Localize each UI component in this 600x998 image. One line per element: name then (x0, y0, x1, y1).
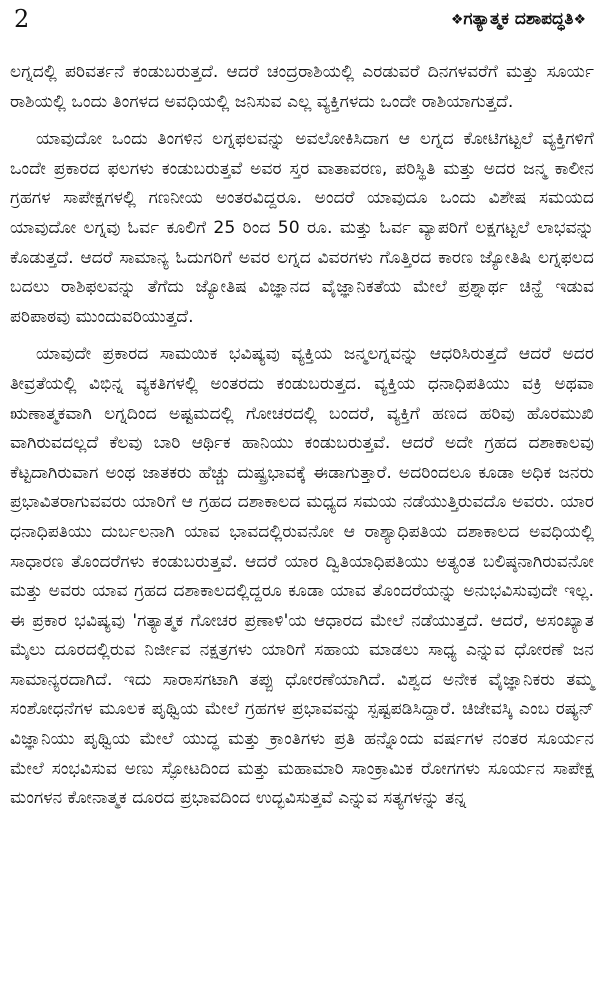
paragraph-1: ಲಗ್ನದಲ್ಲಿ ಪರಿವರ್ತನೆ ಕಂಡುಬರುತ್ತದೆ. ಆದರೆ ಚಂದ್ರರಾಶಿಯಲ್ಲಿ ಎರಡುವರೆ ದಿನಗಳವರೆಗೆ ಮತ್ತು ಸೂರ್ಯ ರಾಶಿಯಲ್ಲಿ ಒಂದು ತಿಂಗಳದ ಅವಧಿಯಲ್ಲಿ ಜನಿಸುವ ಎಲ್ಲ ವ್ಯಕ್ತಿಗಳದು ಒಂದೇ ರಾಶಿಯಾಗುತ್ತದೆ. (10, 62, 594, 112)
page-number: 2 (14, 5, 30, 33)
ornament-right-icon: ❖ (573, 12, 586, 28)
paragraph-3: ಯಾವುದೇ ಪ್ರಕಾರದ ಸಾಮಯಿಕ ಭವಿಷ್ಯವು ವ್ಯಕ್ತಿಯ ಜನ್ಮಲಗ್ನವನ್ನು ಆಧರಿಸಿರುತ್ತದೆ ಆದರೆ ಅದರ ತೀವ್ರತೆಯಲ್ಲಿ ವಿಭಿನ್ನ ವ್ಯಕತಿಗಳಲ್ಲಿ ಅಂತರದು ಕಂಡುಬರುತ್ತದ. ವ್ಯಕ್ತಿಯ ಧನಾಧಿಪತಿಯು ವಕ್ರಿ ಅಥವಾ ಋಣಾತ್ಮಕವಾಗಿ ಲಗ್ನದಿಂದ ಅಷ್ಟಮದಲ್ಲಿ ಗೋಚರದಲ್ಲಿ ಬಂದರೆ, ವ್ಯಕ್ತಿಗೆ ಹಣದ ಹರಿವು ಹೊರಮುಖಿ ವಾಗಿರುವದಲ್ಲದೆ ಕೆಲವು ಬಾರಿ ಆರ್ಥಿಕ ಹಾನಿಯು ಕಂಡುಬರುತ್ತವೆ. ಆದರೆ ಅದೇ ಗ್ರಹದ ದಶಾಕಾಲವು ಕೆಟ್ಟದಾಗಿರುವಾಗ ಅಂಥ ಜಾತಕರು ಹೆಚ್ಚು ದುಷ್ಪ್ರಭಾವಕ್ಕೆ ಈಡಾಗುತ್ತಾರೆ. ಅದರಿಂದಲೂ ಕೂಡಾ ಅಧಿಕ ಜನರು ಪ್ರಭಾವಿತರಾಗುವವರು ಯಾರಿಗೆ ಆ ಗ್ರಹದ ದಶಾಕಾಲದ ಮಧ್ಯದ ಸಮಯ ನಡೆಯುತ್ತಿರುವದೊ ಅವರು. ಯಾರ ಧನಾಧಿಪತಿಯು ದುರ್ಬಲನಾಗಿ ಯಾವ ಭಾವದಲ್ಲಿರುವನೋ ಆ ರಾಶ್ಯಾಧಿಪತಿಯ ದಶಾಕಾಲದ ಅವಧಿಯಲ್ಲಿ ಸಾಧಾರಣ ತೊಂದರೆಗಳು ಕಂಡುಬರುತ್ತವೆ. ಆದರೆ ಯಾರ ದ್ವಿತಿಯಾಧಿಪತಿಯು ಅತ್ಯಂತ ಬಲಿಷ್ಠನಾಗಿರುವನೋ ಮತ್ತು ಅವರು ಯಾವ ಗ್ರಹದ ದಶಾಕಾಲದಲ್ಲಿದ್ದರೂ ಕೂಡಾ ಯಾವ ತೊಂದರೆಯನ್ನು ಅನುಭವಿಸುವುದೇ ಇಲ್ಲ. ಈ ಪ್ರಕಾರ ಭವಿಷ್ಯವು 'ಗತ್ಯಾತ್ಮಕ ಗೋಚರ ಪ್ರಣಾಳಿ'ಯ ಆಧಾರದ ಮೇಲೆ ನಡೆಯುತ್ತದೆ. ಆದರೆ, ಅಸಂಖ್ಯಾತ ಮೈಲು ದೂರದಲ್ಲಿರುವ ನಿರ್ಜೀವ ನಕ್ಷತ್ರಗಳು ಯಾರಿಗೆ ಸಹಾಯ ಮಾಡಲು ಸಾಧ್ಯ ಎನ್ನುವ ಧೋರಣೆ ಜನ ಸಾಮಾನ್ಯರದಾಗಿದೆ. ಇದು ಸಾರಾಸಗಟಾಗಿ ತಪ್ಪು ಧೋರಣೆಯಾಗಿದೆ. ವಿಶ್ವದ ಅನೇಕ ವೈಜ್ಞಾನಿಕರು ತಮ್ಮ ಸಂಶೋಧನೆಗಳ ಮೂಲಕ ಪೃಥ್ವಿಯ ಮೇಲೆ ಗ್ರಹಗಳ ಪ್ರಭಾವವನ್ನು ಸ್ಪಷ್ಟಪಡಿಸಿದ್ದಾರೆ. ಚಿಜೇವಸ್ಕಿ ಎಂಬ ರಷ್ಯನ್ ವಿಜ್ಞಾನಿಯು ಪೃಥ್ವಿಯ ಮೇಲೆ ಯುದ್ಧ ಮತ್ತು ಕ್ರಾಂತಿಗಳು ಪ್ರತಿ ಹನ್ನೊಂದು ವರ್ಷಗಳ ನಂತರ ಸೂರ್ಯನ ಮೇಲೆ ಸಂಭವಿಸುವ ಅಣು ಸ್ಫೋಟದಿಂದ ಮತ್ತು ಮಹಾಮಾರಿ ಸಾಂಕ್ರಾಮಿಕ ರೋಗಗಳು ಸೂರ್ಯನ ಸಾಪೇಕ್ಷ ಮಂಗಳನ ಕೋನಾತ್ಮಕ ದೂರದ ಪ್ರಭಾವದಿಂದ ಉದ್ಭವಿಸುತ್ತವೆ ಎನ್ನುವ ಸತ್ಯಗಳನ್ನು ತನ್ನ (10, 344, 594, 809)
running-title-text: ಗತ್ಯಾತ್ಮಕ ದಶಾಪದ್ಧತಿ (463, 9, 574, 29)
ornament-left-icon: ❖ (450, 12, 464, 28)
body-text (10, 58, 594, 814)
running-title (451, 8, 586, 31)
paragraph-2: ಯಾವುದೋ ಒಂದು ತಿಂಗಳಿನ ಲಗ್ನಫಲವನ್ನು ಅವಲೋಕಿಸಿದಾಗ ಆ ಲಗ್ನದ ಕೋಟಿಗಟ್ಟಲೆ ವ್ಯಕ್ತಿಗಳಿಗೆ ಒಂದೇ ಪ್ರಕಾರದ ಫಲಗಳು ಕಂಡುಬರುತ್ತವೆ ಅವರ ಸ್ತರ ವಾತಾವರಣ, ಪರಿಸ್ಥಿತಿ ಮತ್ತು ಅದರ ಜನ್ಮ ಕಾಲೀನ ಗ್ರಹಗಳ ಸಾಪೇಕ್ಷಗಳಲ್ಲಿ ಗಣನೀಯ ಅಂತರವಿದ್ದರೂ. ಅಂದರೆ ಯಾವುದೂ ಒಂದು ವಿಶೇಷ ಸಮಯದ ಯಾವುದೋ ಲಗ್ನವು ಓರ್ವ ಕೂಲಿಗೆ 25 ರಿಂದ 50 ರೂ. ಮತ್ತು ಓರ್ವ ವ್ಯಾಪರಿಗೆ ಲಕ್ಷಗಟ್ಟಲೆ ಲಾಭವನ್ನು ಕೊಡುತ್ತದೆ. ಆದರೆ ಸಾಮಾನ್ಯ ಓದುಗರಿಗೆ ಅವರ ಲಗ್ನದ ವಿವರಗಳು ಗೊತ್ತಿರದ ಕಾರಣ ಜ್ಯೋತಿಷಿ ಲಗ್ನಫಲದ ಬದಲು ರಾಶಿಫಲವನ್ನು ತೆಗೆದು ಜ್ಯೋತಿಷ ವಿಜ್ಞಾನದ ವೈಜ್ಞಾನಿಕತೆಯ ಮೇಲೆ ಪ್ರಶ್ನಾರ್ಥ ಚಿನ್ಹೆ ಇಡುವ ಪರಿಪಾಠವು ಮುಂದುವರಿಯುತ್ತದೆ. (10, 129, 594, 327)
page-header (0, 4, 600, 34)
